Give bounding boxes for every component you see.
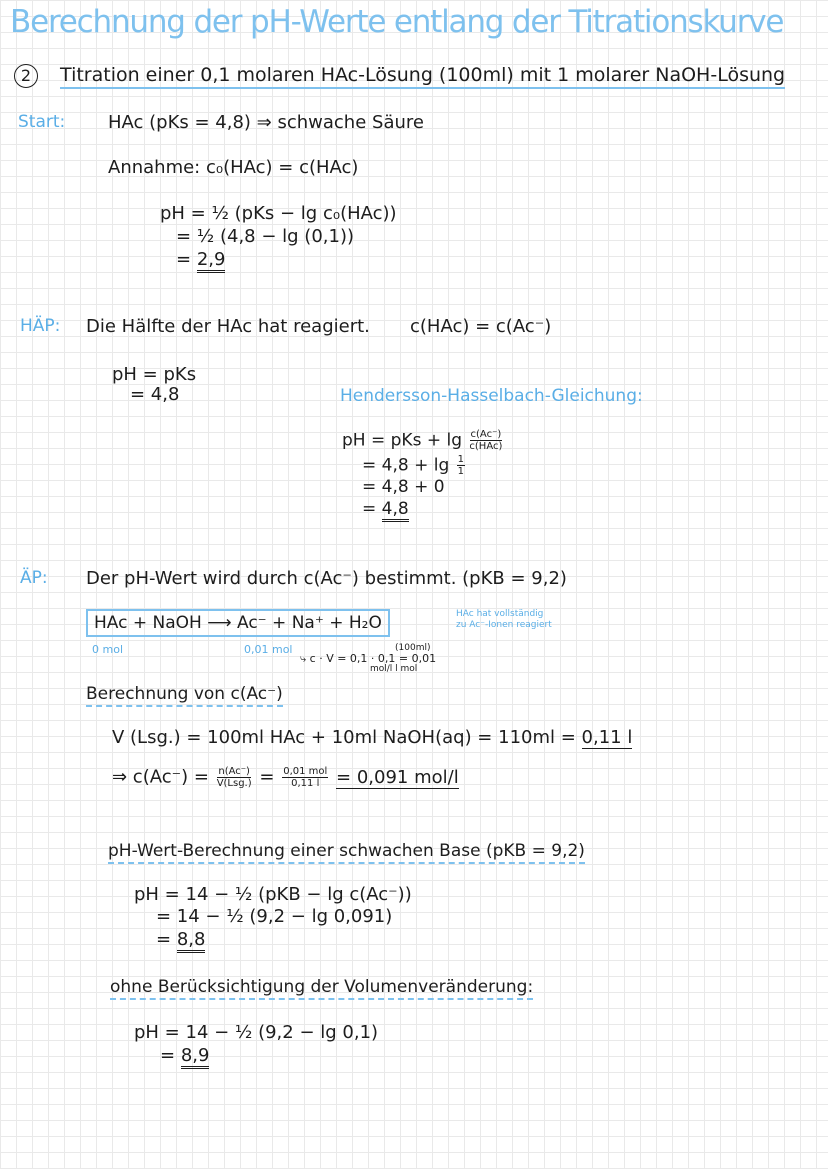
page-title: Berechnung der pH-Werte entlang der Titrationskurve: [10, 4, 784, 40]
aep-text: Der pH-Wert wird durch c(Ac⁻) bestimmt. (pKB = 9,2): [86, 568, 567, 589]
conc-lead: ⇒ c(Ac⁻) =: [112, 766, 209, 788]
mol-right: 0,01 mol: [244, 643, 293, 656]
base-calc1: pH = 14 − ½ (pKB − lg c(Ac⁻)): [134, 884, 412, 905]
start-label: Start:: [18, 112, 66, 132]
hh2-lead: = 4,8 + lg: [362, 455, 450, 476]
reaction-note-2: zu Ac⁻-Ionen reagiert: [456, 620, 552, 630]
novol-heading-text: ohne Berücksichtigung der Volumenveränderung:: [110, 977, 533, 1000]
novol-result: 8,9: [181, 1045, 210, 1069]
start-result: 2,9: [197, 249, 226, 273]
haep-text: Die Hälfte der HAc hat reagiert.: [86, 316, 370, 337]
conc-line: [112, 766, 459, 789]
hh-result-line: [362, 499, 409, 519]
conc-eq: =: [259, 766, 275, 788]
reaction-note-1: HAc hat vollständig: [456, 609, 544, 619]
conc-den1: V(Lsg.): [216, 778, 252, 789]
haep-ph2: = 4,8: [130, 384, 180, 405]
base-heading-text: pH-Wert-Berechnung einer schwachen Base (pKB = 9,2): [108, 841, 585, 864]
hh-line3: = 4,8 + 0: [362, 477, 445, 497]
start-calc1: pH = ½ (pKs − lg c₀(HAc)): [160, 203, 397, 224]
start-line1: HAc (pKs = 4,8) ⇒ schwache Säure: [108, 112, 424, 133]
cv-text: ⤷ c · V = 0,1 · 0,1 = 0,01: [300, 652, 437, 665]
hh-line2: [362, 454, 467, 477]
volume-line: [112, 727, 632, 748]
novol-calc1: pH = 14 − ½ (9,2 − lg 0,1): [134, 1022, 379, 1043]
conc-fraction-2: [282, 766, 328, 789]
hh-result: 4,8: [382, 499, 409, 522]
conc-den2: 0,11 l: [291, 778, 320, 789]
base-result-eq: =: [156, 929, 172, 950]
task-line: [14, 64, 785, 88]
start-assumption: Annahme: c₀(HAc) = c(HAc): [108, 157, 359, 178]
base-result-line: [156, 929, 205, 950]
task-text: Titration einer 0,1 molaren HAc-Lösung (100ml) mit 1 molarer NaOH-Lösung: [60, 64, 785, 89]
hh2-num: 1: [457, 454, 465, 465]
start-result-eq: =: [176, 249, 192, 270]
hh-line1: [342, 429, 504, 452]
haep-label: HÄP:: [20, 316, 61, 336]
hh-title: Hendersson-Hasselbach-Gleichung:: [340, 386, 643, 406]
hh2-den: 1: [457, 466, 465, 477]
calc-heading-text: Berechnung von c(Ac⁻): [86, 684, 283, 707]
base-heading: [108, 841, 585, 861]
aep-label: ÄP:: [20, 568, 48, 588]
hh-result-eq: =: [362, 499, 377, 519]
conc-fraction-1: [217, 766, 252, 789]
start-result-line: [176, 249, 225, 270]
conc-result: = 0,091 mol/l: [336, 766, 459, 788]
task-number-badge: 2: [14, 64, 38, 88]
volume-text: V (Lsg.) = 100ml HAc + 10ml NaOH(aq) = 110ml =: [112, 727, 576, 748]
conc-num2: 0,01 mol: [283, 766, 328, 777]
haep-relation: c(HAc) = c(Ac⁻): [410, 316, 552, 337]
volume-result: 0,11 l: [581, 727, 633, 748]
novol-result-line: [160, 1045, 209, 1066]
start-calc2: = ½ (4,8 − lg (0,1)): [176, 226, 354, 247]
haep-ph1: pH = pKs: [112, 364, 197, 385]
novol-result-eq: =: [160, 1045, 176, 1066]
hh2-fraction: [457, 454, 465, 477]
cv-units: mol/l l mol: [370, 664, 418, 674]
hh-num: c(Ac⁻): [470, 429, 502, 440]
hh-den: c(HAc): [469, 441, 503, 452]
conc-num1: n(Ac⁻): [218, 766, 250, 777]
novol-heading: [110, 977, 533, 997]
calc-heading: [86, 684, 283, 704]
base-calc2: = 14 − ½ (9,2 − lg 0,091): [156, 906, 393, 927]
reaction-box: [86, 609, 390, 637]
base-result: 8,8: [177, 929, 206, 953]
mol-left: 0 mol: [92, 643, 123, 656]
reaction-equation: HAc + NaOH ⟶ Ac⁻ + Na⁺ + H₂O: [94, 613, 382, 633]
cv-volume: (100ml): [395, 643, 431, 653]
hh-lead: pH = pKs + lg: [342, 430, 462, 451]
hh-fraction: [469, 429, 502, 452]
